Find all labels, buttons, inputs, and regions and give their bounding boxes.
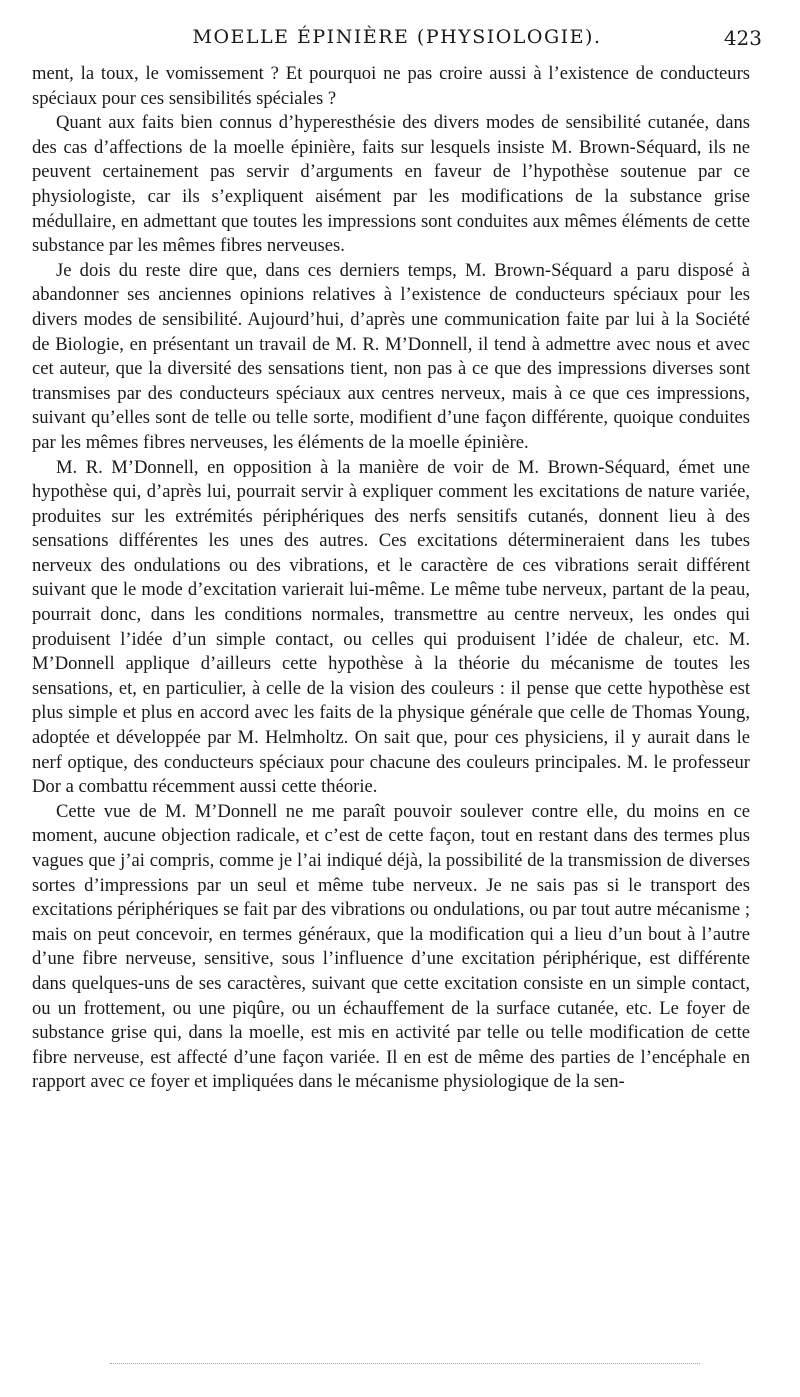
- running-title: MOELLE ÉPINIÈRE (PHYSIOLOGIE).: [192, 26, 602, 48]
- running-head: [32, 26, 762, 60]
- paragraph-mdonnell-hypothesis: M. R. M’Donnell, en opposition à la manière de voir de M. Brown-Séquard, émet une hypothèse qui, d’après lui, pourrait servir à expliquer comment les excitations de nature variée, produites sur les extrémités périphériques des nerfs sensitifs cutanés, donnent lieu à des sensations différentes les unes des autres. Ces excitations détermineraient dans les tubes nerveux des ondulations ou des vibrations, et le caractère de ces vibrations serait différent suivant que le mode d’excitation varierait lui-même. Le même tube nerveux, partant de la peau, pourrait donc, dans les conditions normales, transmettre au centre nerveux, les ondes qui produisent l’idée d’un simple contact, ou celles qui produisent l’idée de chaleur, etc. M. M’Donnell applique d’ailleurs cette hypothèse à la théorie du mécanisme de toutes les sensations, et, en particulier, à celle de la vision des couleurs : il pense que cette hypothèse est plus simple et plus en accord avec les faits de la physique générale que celle de Thomas Young, adoptée et développée par M. Helmholtz. On sait que, pour ces physiciens, il y aurait dans le nerf optique, des conducteurs spéciaux pour chacune des couleurs principales. M. le professeur Dor a combattu récemment aussi cette théorie.: [32, 456, 750, 798]
- paragraph-continuation: ment, la toux, le vomissement ? Et pourquoi ne pas croire aussi à l’existence de conducteurs spéciaux pour ces sensibilités spéciales ?: [32, 63, 750, 109]
- body-text: [32, 62, 750, 1095]
- paragraph-brown-sequard: Je dois du reste dire que, dans ces derniers temps, M. Brown-Séquard a paru disposé à abandonner ses anciennes opinions relatives à l’existence de conducteurs spéciaux pour les divers modes de sensibilité. Aujourd’hui, d’après une communication faite par lui à la Société de Biologie, en présentant un travail de M. R. M’Donnell, il tend à admettre avec nous et avec cet auteur, que la diversité des sensations tient, non pas à ce que des impressions diverses sont transmises par des conducteurs spéciaux aux centres nerveux, mais à ce que ces impressions, suivant qu’elles sont de telle ou telle sorte, modifient d’une façon différente, quoique conduites par les mêmes fibres nerveuses, les éléments de la moelle épinière.: [32, 259, 750, 453]
- bottom-bleed-through-line: [110, 1363, 700, 1364]
- paragraph-hyperesthesia: Quant aux faits bien connus d’hyperesthésie des divers modes de sensibilité cutanée, dans des cas d’affections de la moelle épinière, faits sur lesquels insiste M. Brown-Séquard, ils ne peuvent certainement pas servir d’arguments en faveur de l’hypothèse soutenue par ce physiologiste, car ils s’expliquent aisément par les modifications de la substance grise médullaire, en admettant que toutes les impressions sont conduites aux mêmes éléments de cette substance par les mêmes fibres nerveuses.: [32, 112, 750, 257]
- page-number: 423: [723, 26, 762, 50]
- paragraph-author-view: Cette vue de M. M’Donnell ne me paraît pouvoir soulever contre elle, du moins en ce moment, aucune objection radicale, et c’est de cette façon, tout en restant dans des termes plus vagues que j’ai compris, comme je l’ai indiqué déjà, la possibilité de la transmission de diverses sortes d’impressions par un seul et même tube nerveux. Je ne sais pas si le transport des excitations périphériques se fait par des vibrations ou ondulations, ou par tout autre mécanisme ; mais on peut concevoir, en termes généraux, que la modification qui a lieu d’un bout à l’autre d’une fibre nerveuse, sensitive, sous l’influence d’une excitation périphérique, est différente dans quelques-uns de ses caractères, suivant que cette excitation consiste en un simple contact, ou un frottement, ou une piqûre, ou un échauffement de la surface cutanée, etc. Le foyer de substance grise qui, dans la moelle, est mis en activité par telle ou telle modification de cette fibre nerveuse, est affecté d’une façon variée. Il en est de même des parties de l’encéphale en rapport avec ce foyer et impliquées dans le mécanisme physiologique de la sen-: [32, 800, 750, 1093]
